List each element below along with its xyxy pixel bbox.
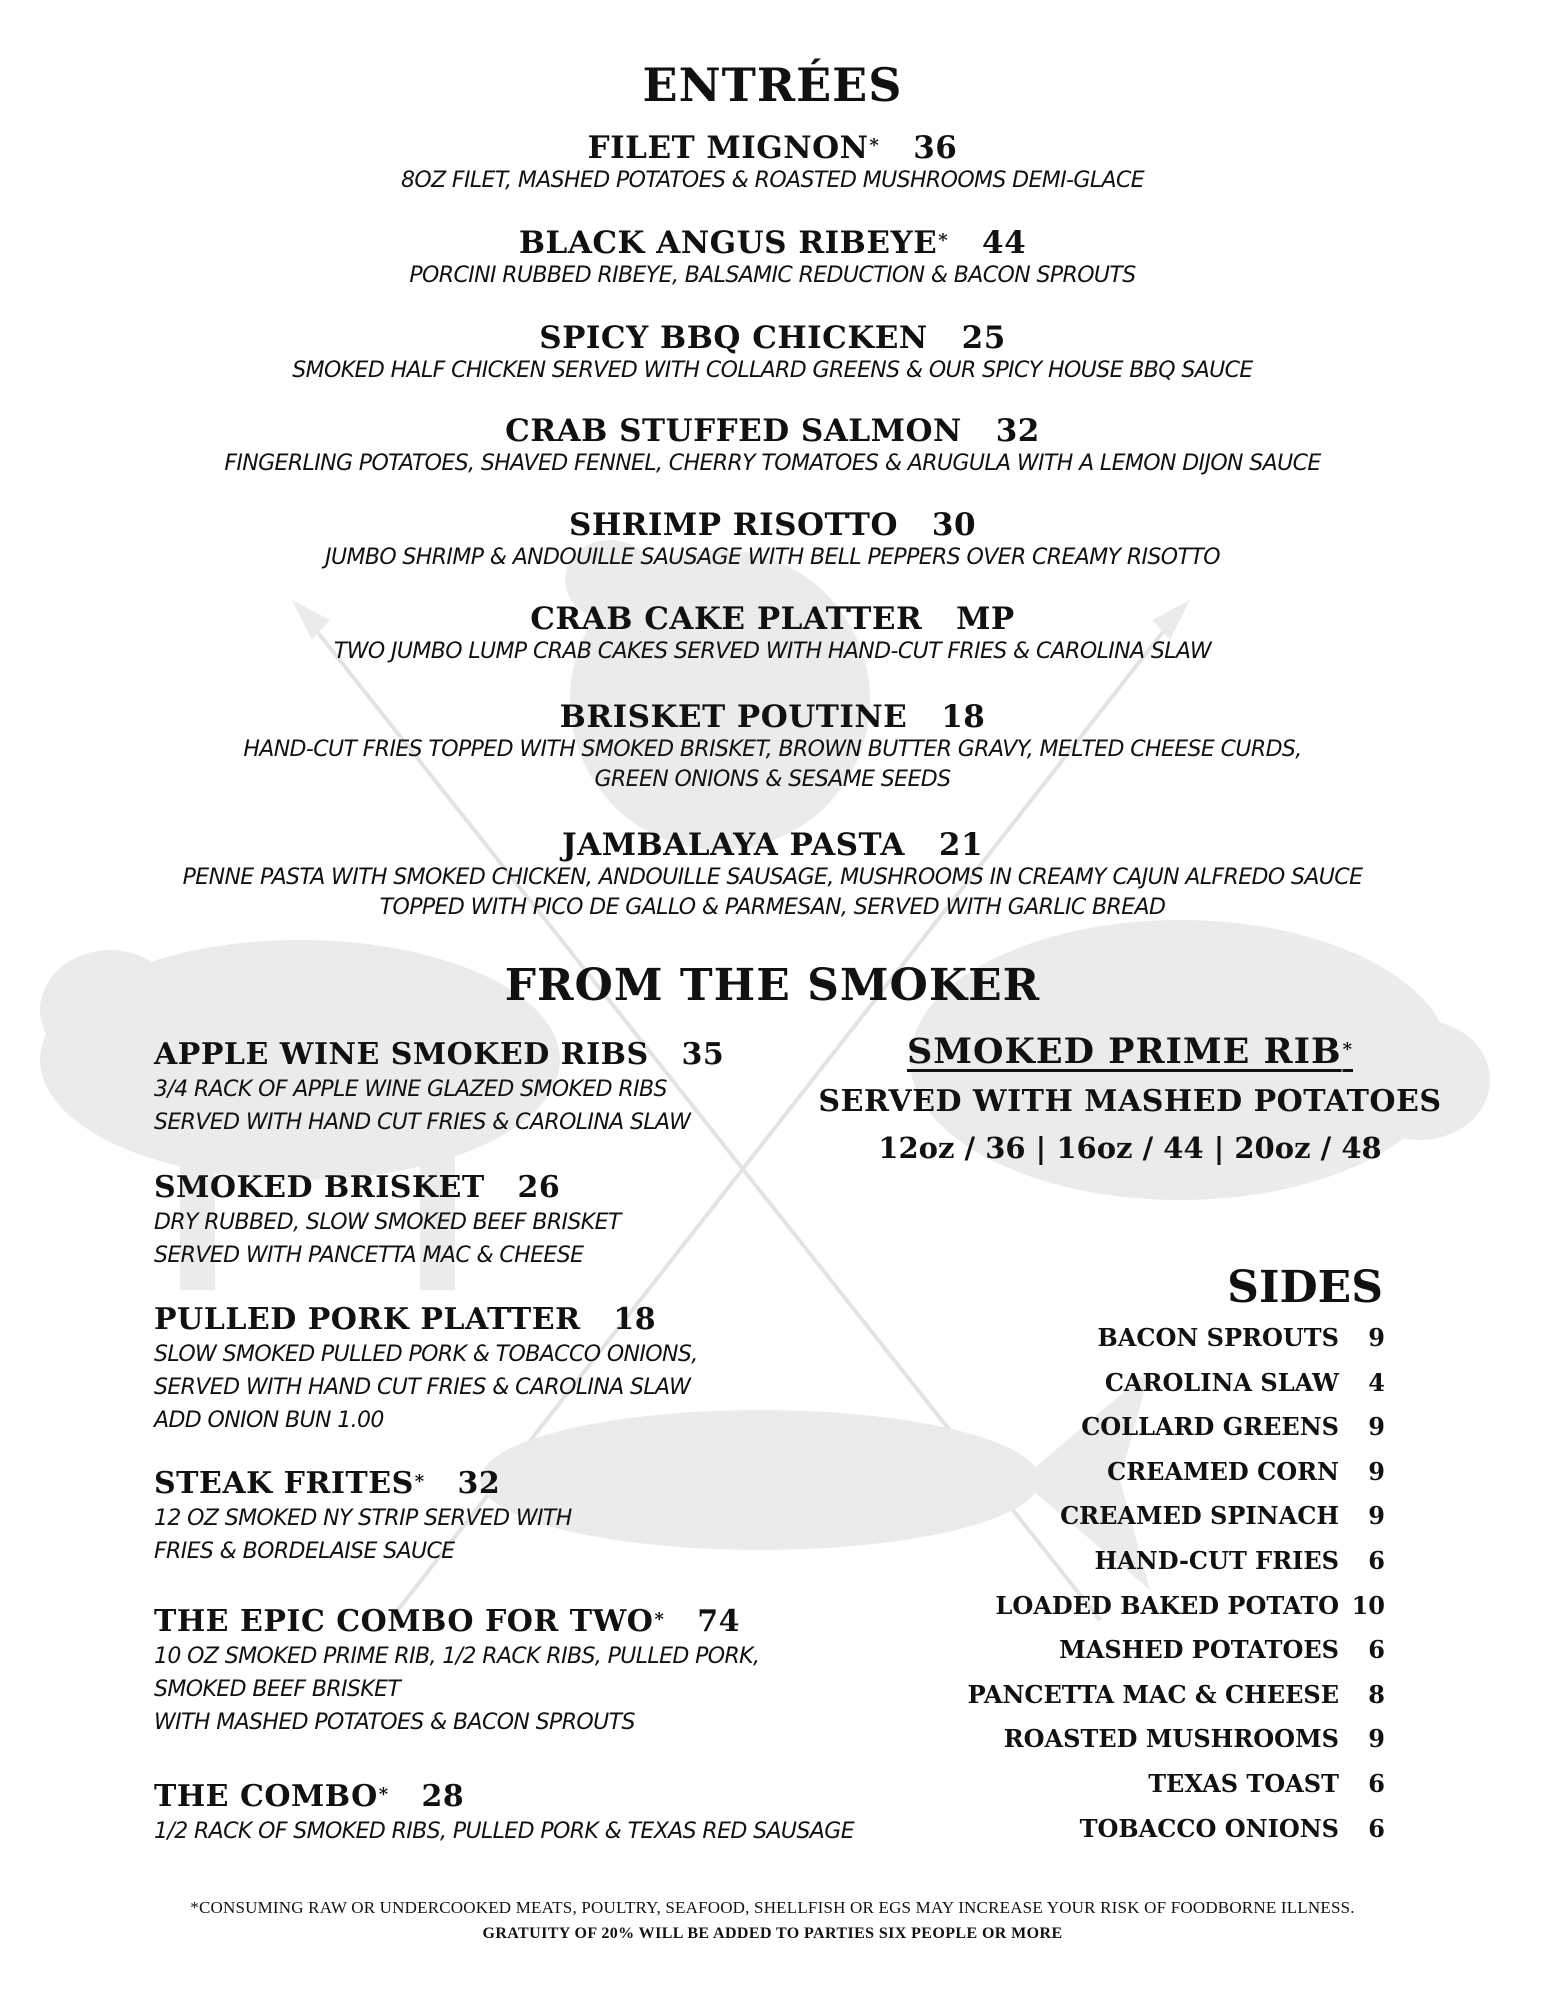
side-name: HAND-CUT FRIES	[1094, 1545, 1339, 1575]
spacer	[664, 1604, 697, 1639]
item-price: 35	[681, 1037, 725, 1072]
spacer	[879, 130, 913, 166]
item-price: 74	[697, 1604, 740, 1639]
smoker-item-title	[154, 1604, 914, 1640]
prime-rib-block	[790, 1030, 1470, 1168]
item-price: 32	[995, 413, 1040, 449]
item-description: JUMBO SHRIMP & ANDOUILLE SAUSAGE WITH BELL PEPPERS OVER CREAMY RISOTTO	[325, 545, 1220, 570]
item-name: THE COMBO	[154, 1779, 378, 1814]
side-price: 6	[1368, 1635, 1385, 1665]
item-description: 12 OZ SMOKED NY STRIP SERVED WITH	[154, 1506, 572, 1531]
prime-rib-title: SMOKED PRIME RIB*	[907, 1031, 1353, 1072]
spacer	[928, 320, 962, 356]
smoker-item	[154, 1170, 914, 1272]
side-price: 6	[1368, 1768, 1385, 1798]
side-name: TEXAS TOAST	[1148, 1768, 1339, 1798]
footer-disclaimer: *CONSUMING RAW OR UNDERCOOKED MEATS, POULTRY, SEAFOOD, SHELLFISH OR EGS MAY INCREASE YOUR RISK OF FOODBORNE ILLNESS.	[190, 1898, 1355, 1917]
item-price: 26	[517, 1170, 561, 1205]
item-description: SMOKED HALF CHICKEN SERVED WITH COLLARD GREENS & OUR SPICY HOUSE BBQ SAUCE	[292, 358, 1253, 383]
side-row	[880, 1368, 1385, 1413]
side-price: 10	[1351, 1590, 1385, 1620]
item-price: 36	[913, 130, 958, 166]
side-row	[880, 1412, 1385, 1457]
item-description: ADD ONION BUN 1.00	[154, 1408, 384, 1433]
item-description: 3/4 RACK OF APPLE WINE GLAZED SMOKED RIBS	[154, 1077, 667, 1102]
item-description: 1/2 RACK OF SMOKED RIBS, PULLED PORK & TEXAS RED SAUSAGE	[154, 1819, 854, 1844]
item-description: SMOKED BEEF BRISKET	[154, 1677, 401, 1702]
sides-list	[880, 1323, 1385, 1858]
item-description: SLOW SMOKED PULLED PORK & TOBACCO ONIONS,	[154, 1342, 698, 1367]
spacer	[389, 1779, 422, 1814]
item-description: PENNE PASTA WITH SMOKED CHICKEN, ANDOUILLE SAUSAGE, MUSHROOMS IN CREAMY CAJUN ALFREDO SAUCE	[182, 865, 1363, 890]
item-price: 32	[457, 1466, 501, 1501]
side-name: PANCETTA MAC & CHEESE	[967, 1679, 1339, 1709]
entree-item-title	[60, 507, 1485, 543]
item-description: SERVED WITH PANCETTA MAC & CHEESE	[154, 1243, 584, 1268]
spacer	[905, 827, 939, 863]
item-price: 21	[938, 827, 984, 863]
item-name: CRAB CAKE PLATTER	[530, 601, 923, 637]
item-description: FINGERLING POTATOES, SHAVED FENNEL, CHERRY TOMATOES & ARUGULA WITH A LEMON DIJON SAUCE	[224, 451, 1321, 476]
side-price: 9	[1368, 1724, 1385, 1754]
item-description: TWO JUMBO LUMP CRAB CAKES SERVED WITH HAND-CUT FRIES & CAROLINA SLAW	[333, 639, 1212, 664]
entree-item-title	[60, 601, 1485, 637]
asterisk: *	[1342, 1039, 1353, 1060]
item-description: 8OZ FILET, MASHED POTATOES & ROASTED MUSHROOMS DEMI-GLACE	[400, 168, 1145, 193]
item-description: TOPPED WITH PICO DE GALLO & PARMESAN, SERVED WITH GARLIC BREAD	[379, 895, 1166, 920]
item-name: SHRIMP RISOTTO	[568, 507, 899, 543]
side-row	[880, 1323, 1385, 1368]
entree-item	[60, 320, 1485, 386]
item-price: 28	[421, 1779, 465, 1814]
spacer	[922, 601, 956, 637]
item-description: WITH MASHED POTATOES & BACON SPROUTS	[154, 1710, 635, 1735]
side-row	[880, 1591, 1385, 1636]
item-description: HAND-CUT FRIES TOPPED WITH SMOKED BRISKET, BROWN BUTTER GRAVY, MELTED CHEESE CURDS,	[243, 737, 1302, 762]
entree-item	[60, 225, 1485, 291]
smoker-item	[154, 1604, 914, 1739]
side-name: CREAMED CORN	[1107, 1456, 1339, 1486]
side-row	[880, 1769, 1385, 1814]
item-price: 44	[982, 225, 1027, 261]
entrees-heading: ENTRÉES	[642, 58, 903, 112]
side-name: ROASTED MUSHROOMS	[1003, 1724, 1339, 1754]
entree-item-title	[60, 130, 1485, 166]
sides-heading: SIDES	[1227, 1262, 1383, 1313]
entree-item	[60, 507, 1485, 573]
spacer	[962, 413, 996, 449]
spacer	[948, 225, 982, 261]
side-price: 6	[1368, 1545, 1385, 1575]
item-name: BLACK ANGUS RIBEYE	[518, 225, 938, 261]
asterisk: *	[938, 230, 949, 251]
item-name: BRISKET POUTINE	[559, 699, 908, 735]
side-row	[880, 1680, 1385, 1725]
side-name: MASHED POTATOES	[1059, 1635, 1339, 1665]
side-price: 4	[1368, 1367, 1385, 1397]
smoker-item-title	[154, 1466, 914, 1502]
side-price: 9	[1368, 1323, 1385, 1352]
entree-item-title	[60, 225, 1485, 261]
item-description: GREEN ONIONS & SESAME SEEDS	[594, 767, 951, 792]
entree-item	[60, 413, 1485, 479]
entree-item	[60, 601, 1485, 667]
item-price: MP	[956, 601, 1015, 637]
item-price: 18	[613, 1302, 657, 1337]
entree-item-title	[60, 413, 1485, 449]
side-price: 9	[1368, 1501, 1385, 1531]
spacer	[649, 1037, 682, 1072]
spacer	[485, 1170, 518, 1205]
side-row	[880, 1814, 1385, 1859]
spacer	[425, 1466, 458, 1501]
item-name: CRAB STUFFED SALMON	[505, 413, 962, 449]
side-row	[880, 1546, 1385, 1591]
item-name: SMOKED BRISKET	[154, 1170, 485, 1205]
entree-item	[60, 130, 1485, 196]
side-name: CREAMED SPINACH	[1060, 1501, 1339, 1531]
smoker-heading: FROM THE SMOKER	[504, 960, 1041, 1011]
side-name: LOADED BAKED POTATO	[995, 1590, 1339, 1620]
item-description: PORCINI RUBBED RIBEYE, BALSAMIC REDUCTION & BACON SPROUTS	[409, 263, 1136, 288]
smoker-item	[154, 1466, 914, 1568]
entree-item-title	[60, 320, 1485, 356]
item-description: DRY RUBBED, SLOW SMOKED BEEF BRISKET	[154, 1210, 621, 1235]
smoker-item	[154, 1779, 914, 1848]
side-name: BACON SPROUTS	[1097, 1323, 1339, 1352]
side-price: 6	[1368, 1813, 1385, 1843]
side-row	[880, 1635, 1385, 1680]
entree-item-title	[60, 699, 1485, 735]
side-row	[880, 1501, 1385, 1546]
item-description: SERVED WITH HAND CUT FRIES & CAROLINA SLAW	[154, 1110, 691, 1135]
spacer	[907, 699, 941, 735]
footer-gratuity: GRATUITY OF 20% WILL BE ADDED TO PARTIES SIX PEOPLE OR MORE	[482, 1925, 1063, 1942]
entree-item	[60, 827, 1485, 923]
asterisk: *	[414, 1471, 425, 1492]
item-price: 25	[961, 320, 1006, 356]
asterisk: *	[378, 1784, 389, 1805]
prime-rib-prices: 12oz / 36 | 16oz / 44 | 20oz / 48	[878, 1131, 1382, 1165]
side-row	[880, 1457, 1385, 1502]
spacer	[581, 1302, 614, 1337]
item-name: THE EPIC COMBO FOR TWO	[154, 1604, 654, 1639]
item-name: PULLED PORK PLATTER	[154, 1302, 581, 1337]
item-name: STEAK FRITES	[154, 1466, 414, 1501]
prime-rib-subtitle: SERVED WITH MASHED POTATOES	[818, 1084, 1442, 1119]
side-price: 9	[1368, 1412, 1385, 1442]
item-price: 30	[931, 507, 977, 543]
entree-item-title	[60, 827, 1485, 863]
side-name: TOBACCO ONIONS	[1079, 1813, 1339, 1843]
asterisk: *	[869, 135, 880, 156]
asterisk: *	[654, 1609, 665, 1630]
item-price: 18	[941, 699, 986, 735]
entree-item	[60, 699, 1485, 795]
side-row	[880, 1724, 1385, 1769]
side-price: 9	[1368, 1456, 1385, 1486]
item-name: SPICY BBQ CHICKEN	[539, 320, 928, 356]
item-name: APPLE WINE SMOKED RIBS	[154, 1037, 649, 1072]
side-price: 8	[1368, 1679, 1385, 1709]
item-description: SERVED WITH HAND CUT FRIES & CAROLINA SLAW	[154, 1375, 691, 1400]
smoker-item-title	[154, 1302, 914, 1338]
item-description: 10 OZ SMOKED PRIME RIB, 1/2 RACK RIBS, PULLED PORK,	[154, 1644, 760, 1669]
spacer	[898, 507, 932, 543]
item-name: FILET MIGNON	[587, 130, 869, 166]
item-description: FRIES & BORDELAISE SAUCE	[154, 1539, 455, 1564]
smoker-item-title	[154, 1779, 914, 1815]
side-name: COLLARD GREENS	[1081, 1412, 1339, 1442]
smoker-item-title	[154, 1170, 914, 1206]
item-name: JAMBALAYA PASTA	[561, 827, 905, 863]
smoker-item	[154, 1302, 914, 1437]
side-name: CAROLINA SLAW	[1104, 1367, 1339, 1397]
